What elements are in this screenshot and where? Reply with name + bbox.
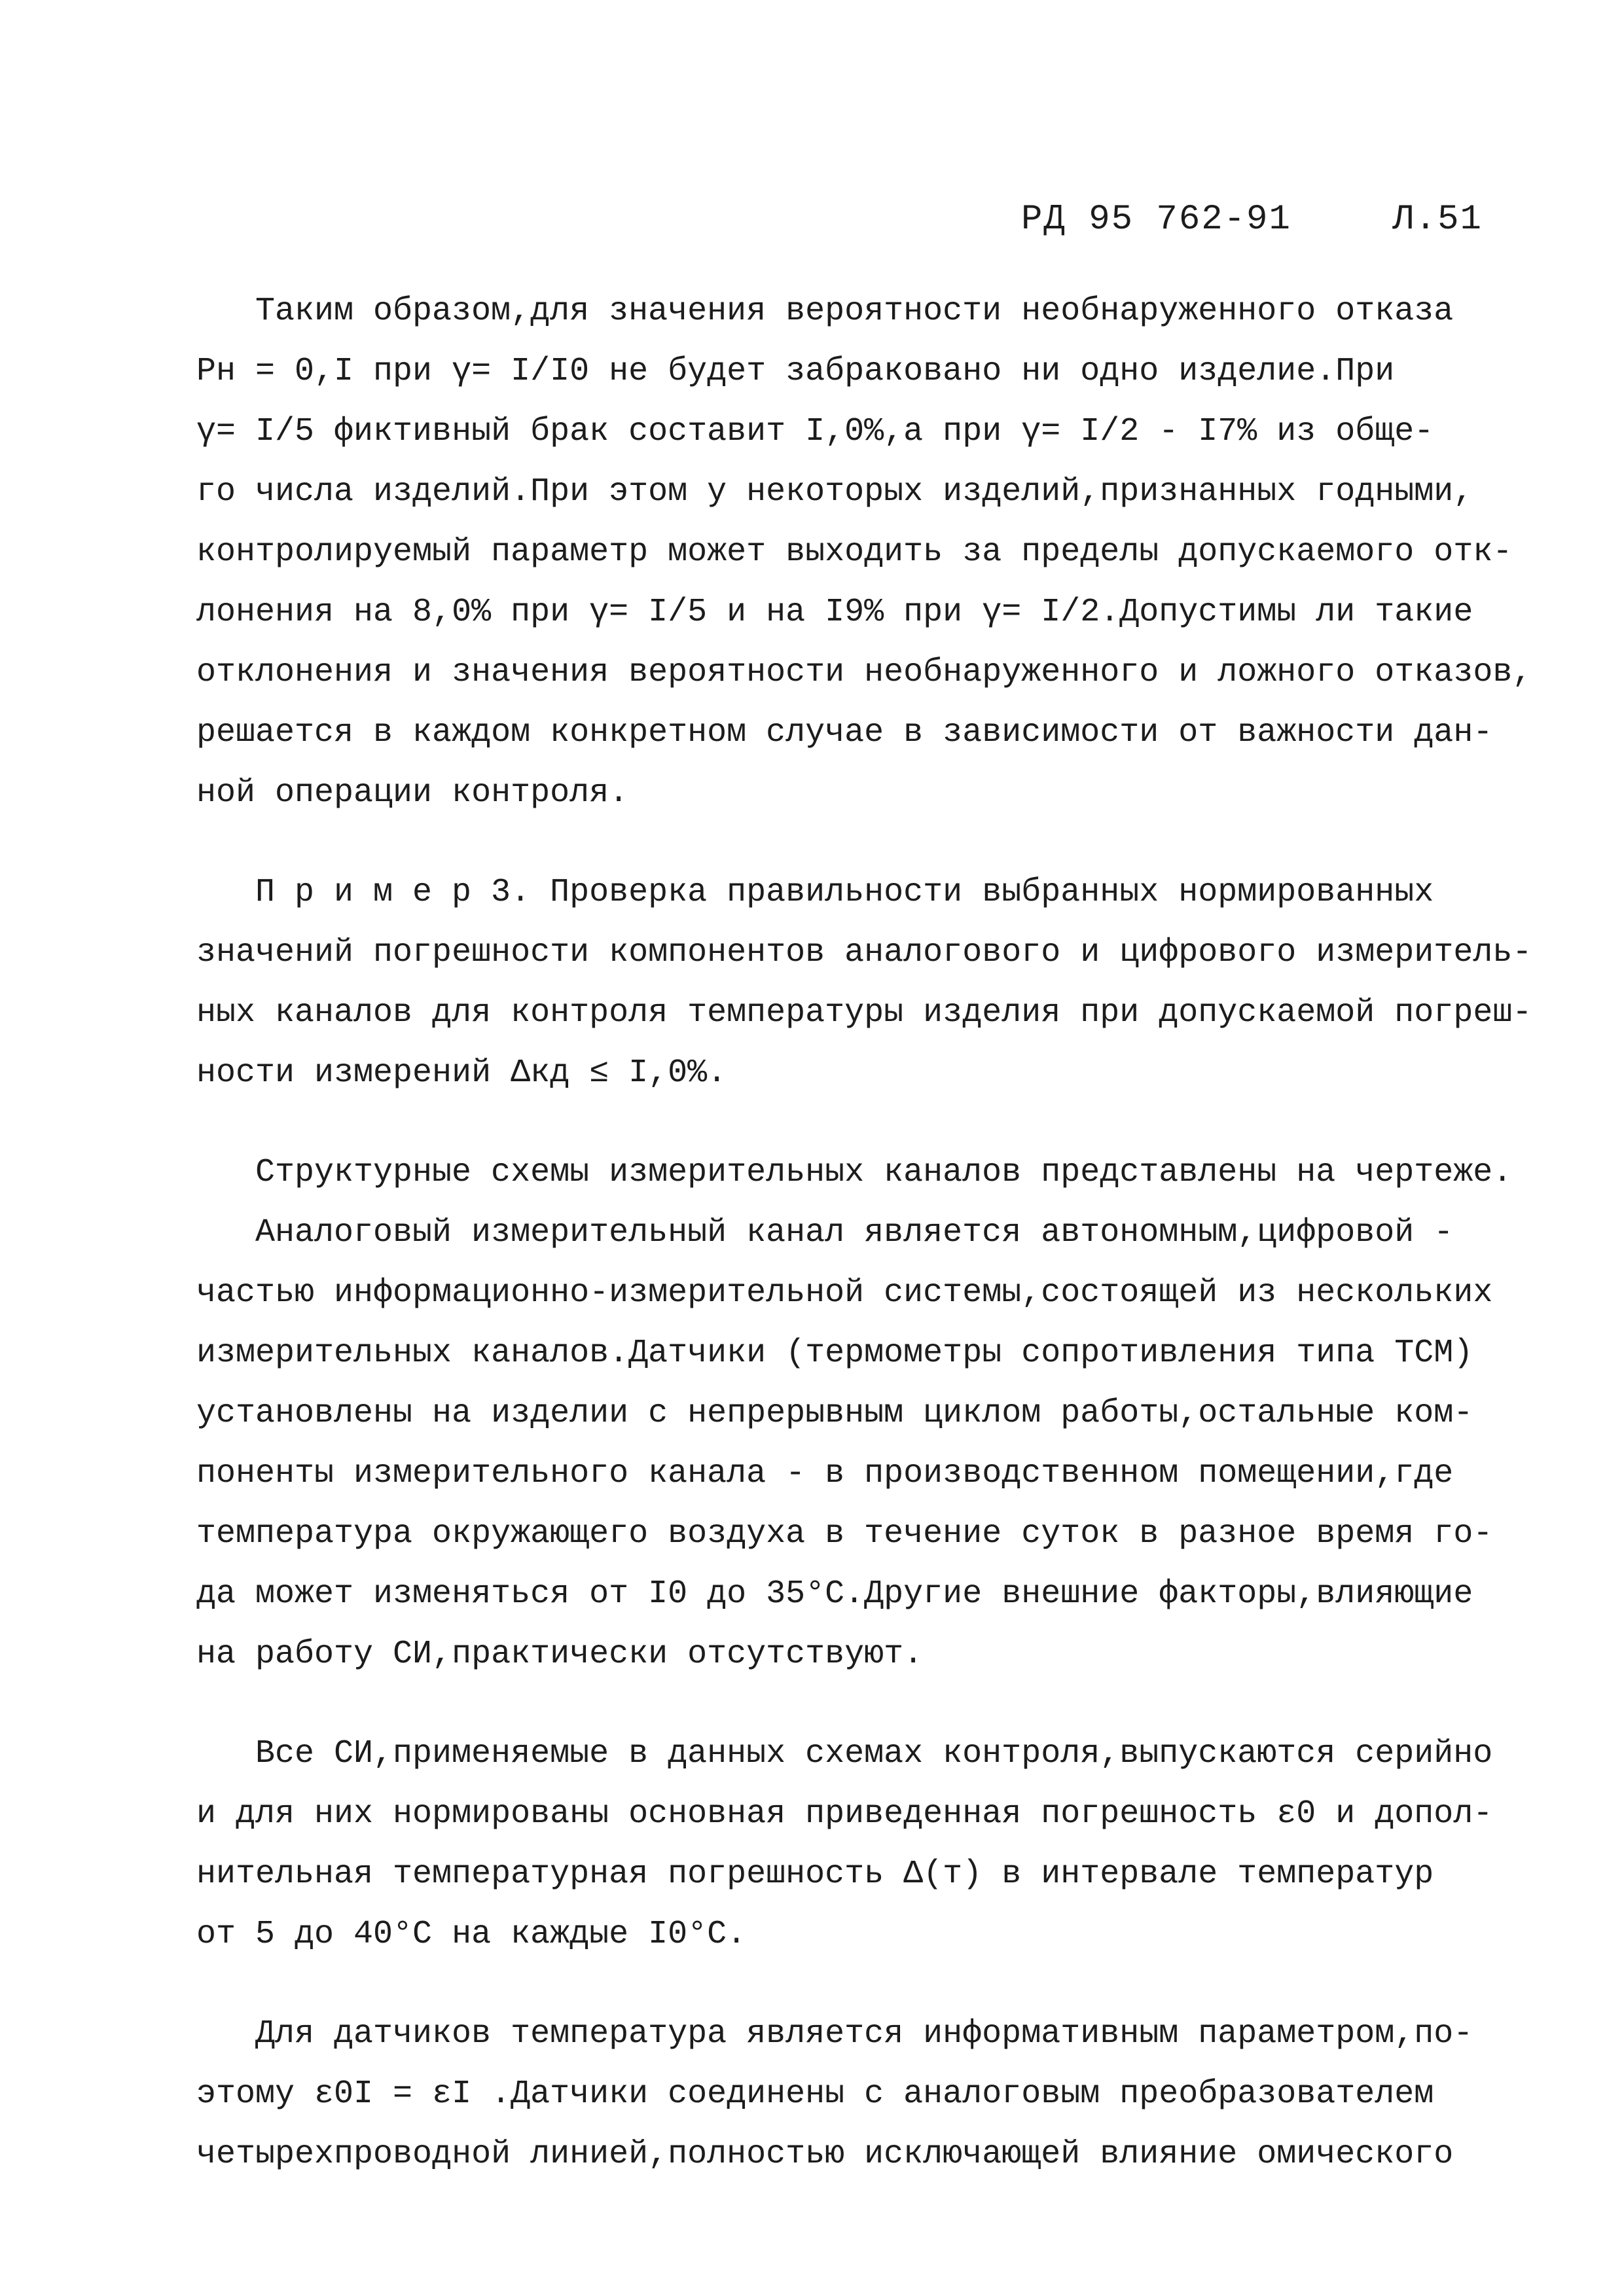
text-fragment: Проверка правильности выбранных нормированных: [530, 874, 1434, 911]
text-line: значений погрешности компонентов аналогового и цифрового измеритель-: [196, 934, 1532, 971]
sheet-number: Л.51: [1392, 200, 1483, 240]
text-line: Аналоговый измерительный канал является автономным,цифровой -: [255, 1214, 1454, 1251]
text-line: ных каналов для контроля температуры изделия при допускаемой погреш-: [196, 994, 1532, 1031]
text-line: измерительных каналов.Датчики (термометры сопротивления типа ТСМ): [196, 1335, 1473, 1372]
text-line: го числа изделий.При этом у некоторых изделий,признанных годными,: [196, 473, 1473, 511]
text-line: температура окружающего воздуха в течение суток в разное время го-: [196, 1515, 1493, 1552]
text-line: ной операции контроля.: [196, 774, 629, 812]
text-line: γ= I/5 фиктивный брак составит I,0%,а при γ= I/2 - I7% из обще-: [196, 413, 1434, 450]
text-line: ности измерений Δкд ≤ I,0%.: [196, 1054, 727, 1092]
text-line: частью информационно-измерительной системы,состоящей из нескольких: [196, 1274, 1493, 1312]
text-line: на работу СИ,практически отсутствуют.: [196, 1636, 924, 1673]
text-line: Для датчиков температура является информативным параметром,по-: [255, 2015, 1473, 2053]
body-text: [196, 281, 1532, 2185]
text-line: этому ε0I = εI .Датчики соединены с аналоговым преобразователем: [196, 2075, 1434, 2113]
text-line: Pн = 0,I при γ= I/I0 не будет забраковано ни одно изделие.При: [196, 353, 1395, 390]
text-line: да может изменяться от I0 до 35°С.Другие внешние факторы,влияющие: [196, 1575, 1473, 1613]
text-line: Все СИ,применяемые в данных схемах контроля,выпускаются серийно: [255, 1735, 1493, 1772]
example-label: П р и м е р 3.: [255, 874, 531, 911]
text-line: четырехпроводной линией,полностью исключающей влияние омического: [196, 2136, 1454, 2173]
text-line: и для них нормированы основная приведенная погрешность ε0 и допол-: [196, 1795, 1493, 1833]
example-heading-line: [196, 863, 1460, 923]
text-line: от 5 до 40°С на каждые I0°С.: [196, 1916, 747, 1953]
document-id: РД 95 762-91: [1021, 200, 1291, 240]
paragraph-gap: [196, 1103, 1460, 1143]
text-line: отклонения и значения вероятности необнаруженного и ложного отказов,: [196, 654, 1532, 691]
text-line: решается в каждом конкретном случае в зависимости от важности дан-: [196, 714, 1493, 751]
text-line: лонения на 8,0% при γ= I/5 и на I9% при γ= I/2.Допустимы ли такие: [196, 594, 1473, 631]
paragraph-gap: [196, 1965, 1460, 2004]
text-line: контролируемый параметр может выходить за пределы допускаемого отк-: [196, 533, 1513, 571]
text-line: нительная температурная погрешность Δ(т) в интервале температур: [196, 1856, 1434, 1893]
paragraph-gap: [196, 1685, 1460, 1724]
paragraph-gap: [196, 823, 1460, 863]
text-line: Таким образом,для значения вероятности необнаруженного отказа: [255, 293, 1454, 330]
page-header: [1021, 200, 1483, 240]
text-line: Структурные схемы измерительных каналов представлены на чертеже.: [255, 1154, 1513, 1191]
text-line: установлены на изделии с непрерывным циклом работы,остальные ком-: [196, 1395, 1473, 1432]
text-line: поненты измерительного канала - в производственном помещении,где: [196, 1455, 1454, 1492]
